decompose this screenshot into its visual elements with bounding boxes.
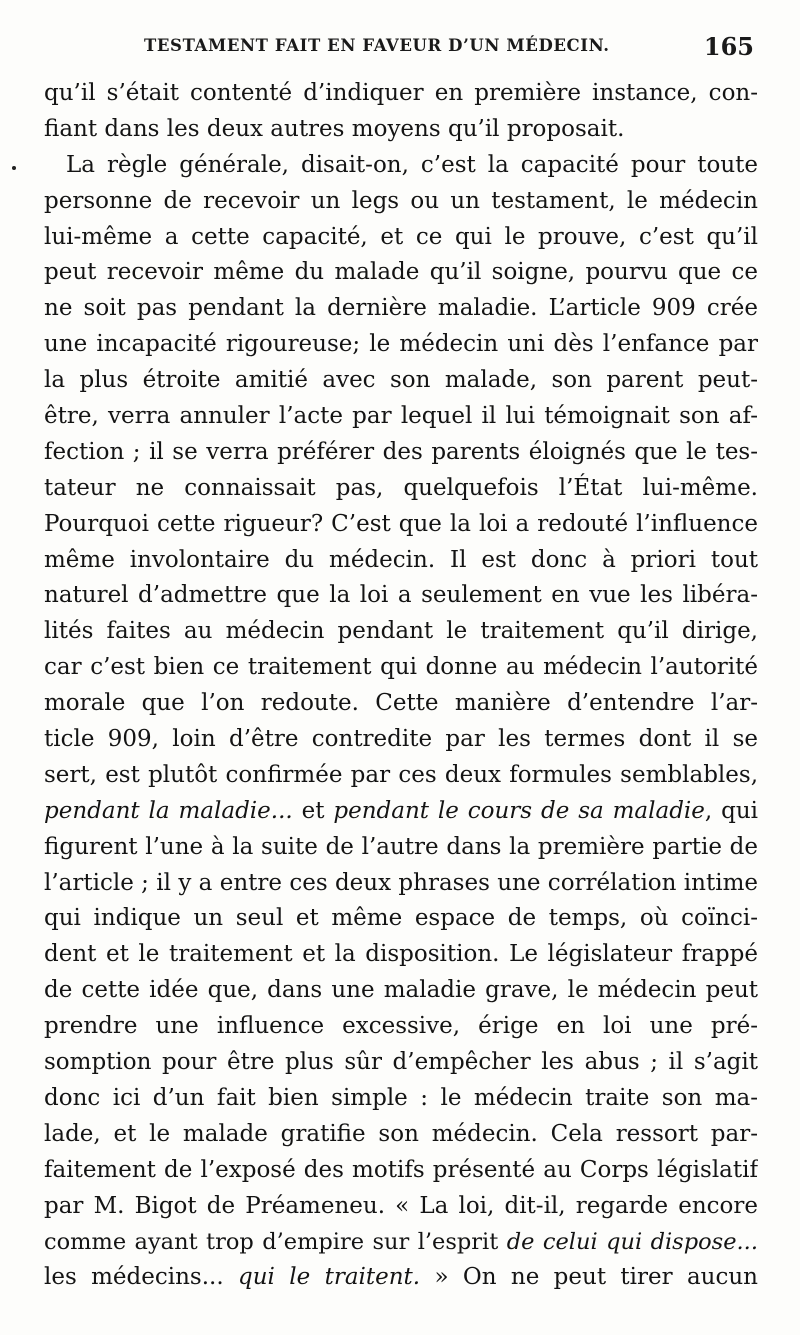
text-segment: la plus étroite amitié avec son malade, son parent peut- <box>44 367 758 394</box>
text-line <box>44 435 758 471</box>
text-line <box>44 1117 758 1153</box>
body-text <box>44 76 758 1296</box>
text-segment: une incapacité rigoureuse; le médecin uni dès l’enfance par <box>44 331 758 358</box>
page-number: 165 <box>703 32 754 61</box>
text-line <box>44 112 758 148</box>
text-line <box>44 1189 758 1225</box>
text-segment: Pourquoi cette rigueur? C’est que la loi a redouté l’influence <box>44 510 758 537</box>
text-line <box>44 184 758 220</box>
text-segment: fiant dans les deux autres moyens qu’il proposait. <box>44 115 625 142</box>
text-line <box>44 1225 758 1261</box>
text-segment: prendre une influence excessive, érige en loi une pré- <box>44 1013 758 1040</box>
text-line <box>44 1045 758 1081</box>
text-segment: fection ; il se verra préférer des parents éloignés que le tes- <box>44 438 758 465</box>
text-segment: figurent l’une à la suite de l’autre dans la première partie de <box>44 833 758 860</box>
text-line <box>44 291 758 327</box>
text-segment: être, verra annuler l’acte par lequel il lui témoignait son af- <box>44 403 758 430</box>
text-segment: et <box>292 797 334 824</box>
italic-phrase: pendant le cours de sa maladie <box>333 797 705 824</box>
italic-phrase: de celui qui dispose... <box>506 1228 758 1255</box>
text-segment: qu’il s’était contenté d’indiquer en première instance, con- <box>44 80 758 106</box>
text-line <box>44 471 758 507</box>
text-segment: de cette idée que, dans une maladie grave, le médecin peut <box>44 977 758 1004</box>
text-line <box>44 866 758 902</box>
text-line <box>44 650 758 686</box>
text-line <box>44 148 758 184</box>
text-segment: l’article ; il y a entre ces deux phrases une corrélation intime <box>44 869 758 896</box>
text-line <box>44 794 758 830</box>
text-segment: morale que l’on redoute. Cette manière d’entendre l’ar- <box>44 690 758 717</box>
text-line <box>44 973 758 1009</box>
text-segment: lui-même a cette capacité, et ce qui le prouve, c’est qu’il <box>44 223 758 250</box>
text-line <box>44 76 758 112</box>
italic-phrase: qui le traitent. <box>238 1264 421 1291</box>
text-line <box>44 722 758 758</box>
text-segment: ticle 909, loin d’être contredite par les termes dont il se <box>44 726 758 753</box>
text-line <box>44 614 758 650</box>
text-segment: sert, est plutôt confirmée par ces deux formules semblables, <box>44 761 758 788</box>
text-segment: donc ici d’un fait bien simple : le médecin traite son ma- <box>44 1084 758 1111</box>
text-segment: somption pour être plus sûr d’empêcher les abus ; il s’agit <box>44 1049 758 1076</box>
text-segment: ne soit pas pendant la dernière maladie. L’article 909 crée <box>44 295 758 322</box>
page-header <box>44 34 758 64</box>
text-line <box>44 399 758 435</box>
text-segment: dent et le traitement et la disposition. Le législateur frappé <box>44 941 758 968</box>
text-segment: qui indique un seul et même espace de temps, où coïnci- <box>44 905 758 932</box>
text-line <box>44 220 758 256</box>
text-segment: même involontaire du médecin. Il est donc à priori tout <box>44 546 758 573</box>
text-line <box>44 255 758 291</box>
text-segment: car c’est bien ce traitement qui donne au médecin l’autorité <box>44 654 758 681</box>
text-segment: » On ne peut tirer aucun <box>420 1264 758 1291</box>
text-segment: comme ayant trop d’empire sur l’esprit <box>44 1228 507 1255</box>
text-segment: , qui <box>704 797 758 824</box>
italic-phrase: pendant la maladie... <box>44 797 293 824</box>
text-line <box>44 758 758 794</box>
text-line <box>44 327 758 363</box>
text-line <box>44 363 758 399</box>
text-segment: les médecins... <box>44 1264 239 1291</box>
text-line <box>44 507 758 543</box>
text-segment: faitement de l’exposé des motifs présenté au Corps législatif <box>44 1156 758 1183</box>
text-line <box>44 1009 758 1045</box>
text-line <box>44 686 758 722</box>
text-line <box>44 830 758 866</box>
text-line <box>44 901 758 937</box>
text-line <box>44 937 758 973</box>
text-segment: lités faites au médecin pendant le traitement qu’il dirige, <box>44 618 758 645</box>
text-segment: lade, et le malade gratifie son médecin. Cela ressort par- <box>44 1120 758 1147</box>
text-segment: La règle générale, disait-on, c’est la capacité pour toute <box>66 151 758 178</box>
text-line <box>44 1260 758 1296</box>
text-segment: tateur ne connaissait pas, quelquefois l’État lui-même. <box>44 474 758 501</box>
text-segment: personne de recevoir un legs ou un testament, le médecin <box>44 187 758 214</box>
text-segment: par M. Bigot de Préameneu. « La loi, dit-il, regarde encore <box>44 1192 758 1219</box>
text-line <box>44 1153 758 1189</box>
margin-dot <box>12 166 16 170</box>
text-line <box>44 543 758 579</box>
text-segment: peut recevoir même du malade qu’il soigne, pourvu que ce <box>44 259 758 286</box>
text-line <box>44 578 758 614</box>
text-line <box>44 1081 758 1117</box>
text-segment: naturel d’admettre que la loi a seulement en vue les libéra- <box>44 582 758 609</box>
running-head: TESTAMENT FAIT EN FAVEUR D’UN MÉDECIN. <box>144 36 610 55</box>
